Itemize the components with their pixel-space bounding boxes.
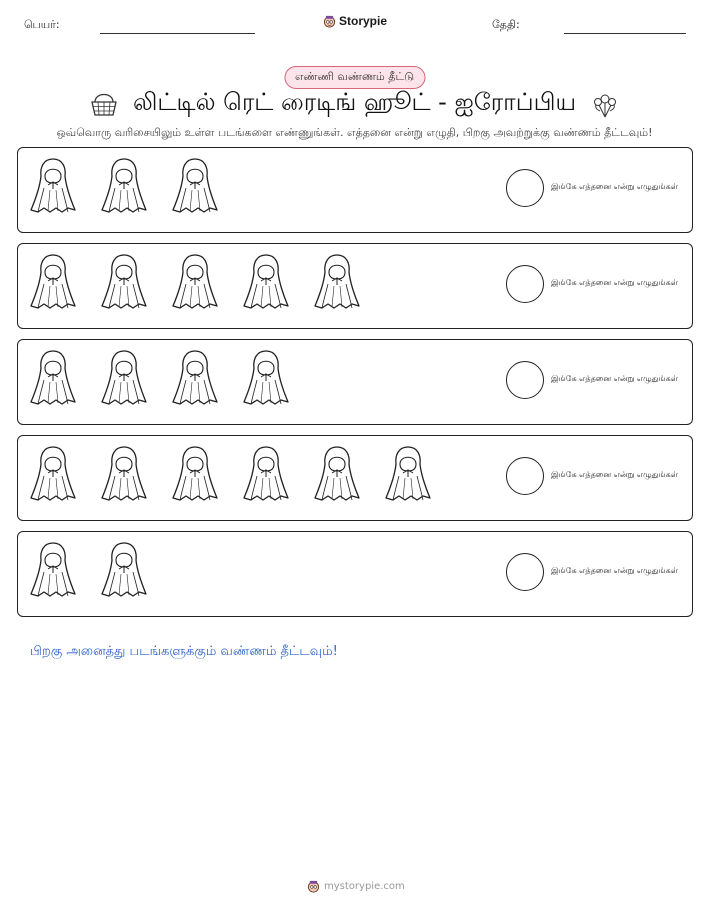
red-riding-hood-cloak-icon[interactable] <box>28 156 78 216</box>
footer-note: பிறகு அனைத்து படங்களுக்கும் வண்ணம் தீட்டவும்! <box>30 644 338 659</box>
red-riding-hood-cloak-icon[interactable] <box>383 444 433 504</box>
red-riding-hood-cloak-icon[interactable] <box>170 348 220 408</box>
red-riding-hood-cloak-icon[interactable] <box>170 156 220 216</box>
cloak-group <box>28 444 433 504</box>
red-riding-hood-cloak-icon[interactable] <box>170 252 220 312</box>
red-riding-hood-cloak-icon[interactable] <box>241 444 291 504</box>
red-riding-hood-cloak-icon[interactable] <box>28 252 78 312</box>
red-riding-hood-cloak-icon[interactable] <box>170 444 220 504</box>
storypie-logo-icon <box>307 880 320 893</box>
storypie-logo-icon <box>323 15 336 28</box>
answer-circle[interactable] <box>506 265 544 303</box>
name-write-line[interactable] <box>100 33 255 34</box>
red-riding-hood-cloak-icon[interactable] <box>99 252 149 312</box>
red-riding-hood-cloak-icon[interactable] <box>99 156 149 216</box>
answer-prompt: இங்கே எத்தனை என்று எழுதுங்கள் <box>551 182 678 191</box>
basket-icon <box>89 89 119 119</box>
cloak-group <box>28 348 291 408</box>
red-riding-hood-cloak-icon[interactable] <box>28 540 78 600</box>
red-riding-hood-cloak-icon[interactable] <box>28 348 78 408</box>
date-label: தேதி: <box>492 18 520 31</box>
answer-prompt: இங்கே எத்தனை என்று எழுதுங்கள் <box>551 566 678 575</box>
brand <box>323 14 387 28</box>
red-riding-hood-cloak-icon[interactable] <box>28 444 78 504</box>
title-row <box>0 88 709 119</box>
answer-circle[interactable] <box>506 553 544 591</box>
red-riding-hood-cloak-icon[interactable] <box>241 252 291 312</box>
answer-circle[interactable] <box>506 457 544 495</box>
answer-circle[interactable] <box>506 169 544 207</box>
cloak-group <box>28 252 362 312</box>
answer-circle[interactable] <box>506 361 544 399</box>
red-riding-hood-cloak-icon[interactable] <box>312 444 362 504</box>
date-write-line[interactable] <box>564 33 686 34</box>
brand-name: Storypie <box>339 14 388 28</box>
counting-row <box>17 147 693 233</box>
red-riding-hood-cloak-icon[interactable] <box>99 540 149 600</box>
counting-row <box>17 435 693 521</box>
worksheet-type-pill: எண்ணி வண்ணம் தீட்டு <box>284 66 425 89</box>
cloak-group <box>28 156 220 216</box>
answer-prompt: இங்கே எத்தனை என்று எழுதுங்கள் <box>551 374 678 383</box>
page-title: லிட்டில் ரெட் ரைடிங் ஹூட் - ஐரோப்பிய <box>132 88 577 116</box>
red-riding-hood-cloak-icon[interactable] <box>241 348 291 408</box>
red-riding-hood-cloak-icon[interactable] <box>99 348 149 408</box>
answer-prompt: இங்கே எத்தனை என்று எழுதுங்கள் <box>551 278 678 287</box>
cloak-group <box>28 540 149 600</box>
answer-prompt: இங்கே எத்தனை என்று எழுதுங்கள் <box>551 470 678 479</box>
counting-row <box>17 243 693 329</box>
instructions: ஒவ்வொரு வரிசையிலும் உள்ள படங்களை எண்ணுங்கள். எத்தனை என்று எழுதி, பிறகு அவற்றுக்கு வண்ணம் தீட்டவும்! <box>56 126 653 139</box>
site-footer <box>307 880 405 893</box>
site-url[interactable]: mystorypie.com <box>324 881 405 892</box>
red-riding-hood-cloak-icon[interactable] <box>312 252 362 312</box>
red-riding-hood-cloak-icon[interactable] <box>99 444 149 504</box>
counting-row <box>17 339 693 425</box>
flowers-icon <box>590 89 620 119</box>
counting-row <box>17 531 693 617</box>
counting-rows <box>17 147 693 627</box>
name-label: பெயர்: <box>24 18 60 31</box>
